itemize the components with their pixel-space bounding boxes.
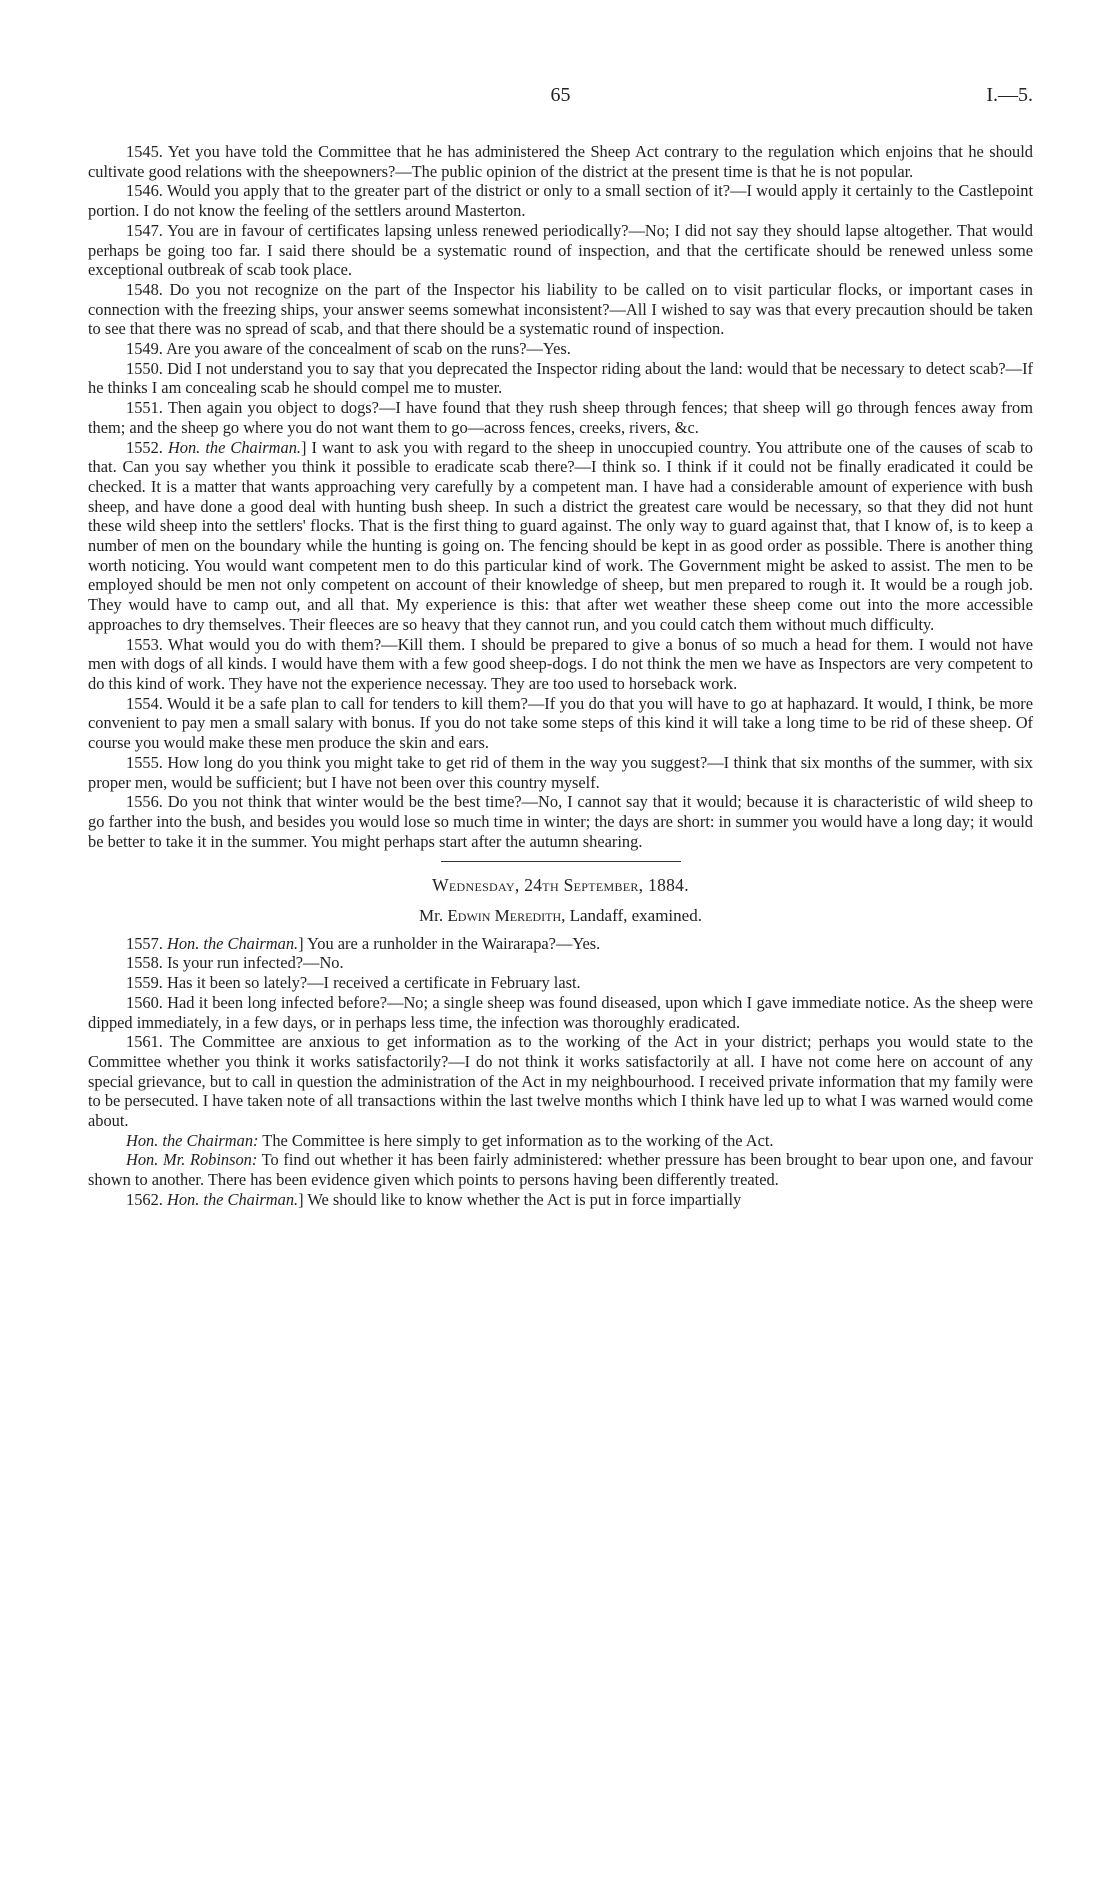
paragraph-text: To find out whether it has been fairly administered: whether pressure has been brought to bear upon one, and favour shown to another. There has been evidence given which points to persons having been differently treated. (88, 1150, 1033, 1190)
page-number: 65 (550, 84, 571, 106)
paragraph-text: 1548. Do you not recognize on the part of the Inspector his liability to be called on to visit particular flocks, or important cases in connection with the freezing ships, your answer seems somewhat inconsistent?—All I wished to say was that every precaution should be taken to see that there was no spread of scab, and that there should be a systematic round of inspection. (88, 279, 1033, 339)
evidence-paragraph (88, 142, 1033, 181)
paragraph-text: ] I want to ask you with regard to the sheep in unoccupied country. You attribute one of the causes of scab to that. Can you say whether you think it possible to eradicate scab there?—I think so. I think if it could not be finally eradicated it could be checked. It is a matter that wants approaching very carefully by a competent man. I have had a considerable amount of experience with bush sheep, and have done a good deal with hunting bush sheep. In such a district the greatest care would be necessary, so that they did not hunt these wild sheep into the settlers' flocks. That is the first thing to guard against. The only way to guard against that, that I know of, is to keep a number of men on the boundary while the hunting is going on. The fencing should be kept in as good order as possible. There is another thing worth noticing. You would want competent men to do this particular kind of work. The Government might be asked to assist. The men to be employed should be men not only competent on account of their knowledge of sheep, but men prepared to rough it. It would be a rough job. They would have to camp out, and all that. My experience is this: that after wet weather these sheep come out into the more accessible approaches to dry themselves. Their fleeces are so heavy that they cannot run, and you could catch them without much difficulty. (88, 437, 1033, 634)
evidence-paragraph (88, 398, 1033, 437)
evidence-paragraph (88, 953, 1033, 973)
paragraph-text: 1553. What would you do with them?—Kill them. I should be prepared to give a bonus of so much a head for them. I would not have men with dogs of all kinds. I would have them with a few good sheep-dogs. I do not think the men we have as Inspectors are very competent to do this kind of work. They have not the experience necessay. They are too used to horseback work. (88, 634, 1033, 693)
evidence-paragraph (88, 280, 1033, 339)
document-body (88, 142, 1033, 1210)
speaker-name: Hon. the Chairman: (126, 1130, 259, 1150)
question-number: 1557. (126, 933, 163, 953)
evidence-paragraph (88, 1190, 1033, 1210)
paragraph-text: 1545. Yet you have told the Committee that he has administered the Sheep Act contrary to the regulation which enjoins that he should cultivate good relations with the sheepowners?—The public opinion of the district at the present time is that he is not popular. (88, 142, 1033, 181)
evidence-paragraph (88, 993, 1033, 1032)
evidence-paragraph (88, 339, 1033, 359)
question-number: 1552. (126, 437, 163, 457)
section-date-heading: Wednesday, 24th September, 1884. (432, 875, 689, 896)
question-number: 1562. (126, 1189, 163, 1209)
page-header (88, 84, 1033, 114)
section-divider (441, 861, 681, 862)
document-reference: I.—5. (986, 84, 1033, 106)
paragraph-text: The Committee is here simply to get information as to the working of the Act. (258, 1130, 774, 1150)
evidence-paragraph (88, 1150, 1033, 1189)
evidence-paragraph (88, 973, 1033, 993)
paragraph-text: 1555. How long do you think you might take to get rid of them in the way you suggest?—I think that six months of the summer, with six proper men, would be sufficient; but I have not been over this country myself. (88, 752, 1033, 792)
witness-prefix: Mr. (419, 906, 444, 926)
paragraph-text: 1559. Has it been so lately?—I received a certificate in February last. (126, 973, 581, 993)
speaker-name: Hon. the Chairman. (167, 933, 299, 953)
paragraph-text: 1549. Are you aware of the concealment of scab on the runs?—Yes. (126, 339, 571, 359)
section-meredith-examination (88, 934, 1033, 1210)
paragraph-text: 1558. Is your run infected?—No. (126, 953, 344, 973)
evidence-paragraph (88, 1131, 1033, 1151)
speaker-name: Hon. the Chairman. (167, 1189, 299, 1209)
witness-suffix: , Landaff, examined. (561, 906, 702, 926)
evidence-paragraph (88, 181, 1033, 220)
evidence-paragraph (88, 438, 1033, 635)
evidence-paragraph (88, 694, 1033, 753)
witness-name: Edwin Meredith (447, 906, 562, 926)
paragraph-text: 1550. Did I not understand you to say that you deprecated the Inspector riding about the land: would that be necessary to detect scab?—If he thinks I am concealing scab he should compel me to muster. (88, 358, 1033, 398)
paragraph-text: ] You are a runholder in the Wairarapa?—Yes. (298, 933, 601, 953)
speaker-name: Hon. the Chairman. (167, 437, 301, 457)
evidence-paragraph (88, 1032, 1033, 1131)
paragraph-text: 1551. Then again you object to dogs?—I have found that they rush sheep through fences; that sheep will go through fences away from them; and the sheep go where you do not want them to go—across fences, creeks, rivers, &c. (88, 398, 1033, 437)
evidence-paragraph (88, 221, 1033, 280)
witness-heading (88, 906, 1033, 926)
section-evidence-continued (88, 142, 1033, 851)
paragraph-text: 1546. Would you apply that to the greater part of the district or only to a small section of it?—I would apply it certainly to the Castlepoint portion. I do not know the feeling of the settlers around Masterton. (88, 181, 1033, 221)
speaker-name: Hon. Mr. Robinson: (126, 1150, 258, 1170)
evidence-paragraph (88, 635, 1033, 694)
evidence-paragraph (88, 934, 1033, 954)
paragraph-text: 1547. You are in favour of certificates lapsing unless renewed periodically?—No; I did not say they should lapse altogether. That would perhaps be going too far. I said there should be a systematic round of inspection, and that the certificate should be renewed unless some exceptional outbreak of scab took place. (88, 220, 1033, 280)
paragraph-text: 1561. The Committee are anxious to get information as to the working of the Act in your district; perhaps you would state to the Committee whether you think it works satisfactorily?—I do not think it works satisfactorily at all. I have not come here on account of any special grievance, but to call in question the administration of the Act in my neighbourhood. I received private information that my family were to be persecuted. I have taken note of all transactions within the last twelve months which I think have led up to what I was warned would come about. (88, 1032, 1033, 1131)
evidence-paragraph (88, 753, 1033, 792)
evidence-paragraph (88, 359, 1033, 398)
evidence-paragraph (88, 792, 1033, 851)
paragraph-text: 1556. Do you not think that winter would be the best time?—No, I cannot say that it would; because it is characteristic of wild sheep to go farther into the bush, and besides you would lose so much time in winter; the days are short: in summer you would have a long day; it would be better to take it in the summer. You might perhaps start after the autumn shearing. (88, 792, 1033, 851)
paragraph-text: ] We should like to know whether the Act is put in force impartially (298, 1189, 742, 1209)
paragraph-text: 1554. Would it be a safe plan to call for tenders to kill them?—If you do that you will have to go at haphazard. It would, I think, be more convenient to pay men a small salary with bonus. If you do not take some steps of this kind it will take a long time to be rid of these sheep. Of course you would make these men produce the skin and ears. (88, 693, 1033, 753)
paragraph-text: 1560. Had it been long infected before?—No; a single sheep was found diseased, upon which I gave immediate notice. As the sheep were dipped immediately, in a few days, or in perhaps less time, the infection was thoroughly eradicated. (88, 992, 1033, 1032)
